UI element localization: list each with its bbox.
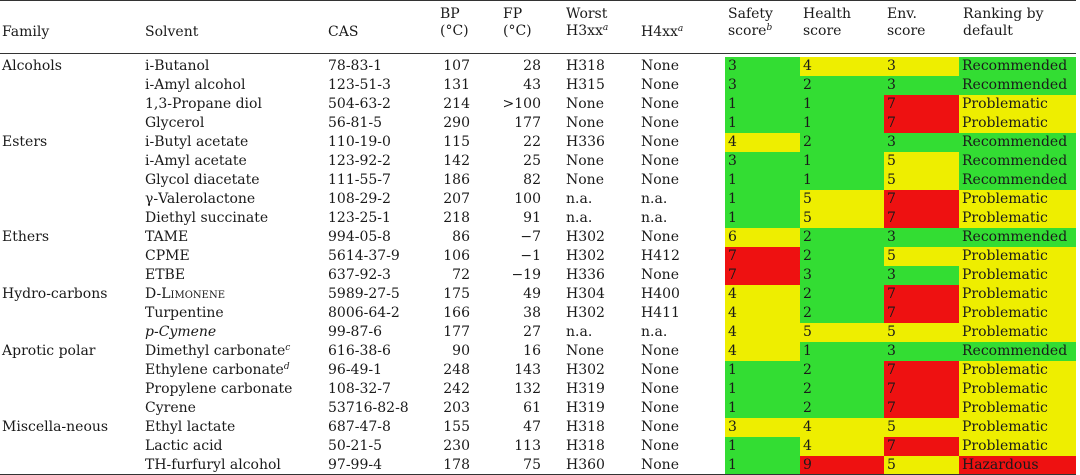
cell-fp: >100 (502, 96, 541, 112)
cell-solvent: Propylene carbonate (145, 381, 293, 397)
cell-solvent: Ethylene carbonate$^d$ (145, 362, 290, 378)
cell-safety-score: 1 (725, 399, 800, 418)
cell-family: Hydro-carbons (2, 286, 108, 302)
cell-cas: 56-81-5 (328, 115, 382, 131)
table-row (0, 399, 1080, 418)
cell-safety-score: 4 (725, 285, 800, 304)
cell-ranking: Problematic (959, 114, 1076, 133)
cell-ranking: Hazardous (959, 456, 1076, 475)
cell-h4xx: n.a. (641, 324, 668, 340)
cell-bp: 90 (452, 343, 470, 359)
cell-cas: 123-92-2 (328, 153, 391, 169)
cell-cas: 50-21-5 (328, 438, 382, 454)
cell-safety-score: 1 (725, 209, 800, 228)
cell-health-score: 2 (800, 247, 884, 266)
cell-h4xx: None (641, 267, 679, 283)
table-row (0, 323, 1080, 342)
cell-bp: 142 (443, 153, 470, 169)
table-row (0, 190, 1080, 209)
cell-health-score: 1 (800, 171, 884, 190)
cell-solvent: ETBE (145, 267, 186, 283)
cell-fp: −19 (511, 267, 541, 283)
table-top-rule (0, 0, 1076, 1)
cell-env-score: 3 (884, 57, 959, 76)
cell-h4xx: None (641, 362, 679, 378)
cell-cas: 616-38-6 (328, 343, 391, 359)
cell-safety-score: 6 (725, 228, 800, 247)
cell-cas: 53716-82-8 (328, 400, 409, 416)
cell-health-score: 2 (800, 228, 884, 247)
cell-safety-score: 1 (725, 361, 800, 380)
cell-solvent: TH-furfuryl alcohol (145, 457, 281, 473)
cell-fp: 43 (523, 77, 541, 93)
cell-h4xx: H411 (641, 305, 680, 321)
cell-fp: 100 (514, 191, 541, 207)
table-row (0, 380, 1080, 399)
cell-health-score: 2 (800, 361, 884, 380)
cell-env-score: 7 (884, 380, 959, 399)
cell-safety-score: 4 (725, 342, 800, 361)
cell-env-score: 7 (884, 209, 959, 228)
cell-worst-h3xx: H319 (566, 381, 605, 397)
table-row (0, 209, 1080, 228)
cell-safety-score: 3 (725, 57, 800, 76)
cell-env-score: 3 (884, 76, 959, 95)
cell-health-score: 2 (800, 285, 884, 304)
header-fp: FP (°C) (503, 6, 532, 39)
cell-safety-score: 1 (725, 95, 800, 114)
cell-worst-h3xx: H302 (566, 362, 605, 378)
table-row (0, 342, 1080, 361)
cell-safety-score: 1 (725, 190, 800, 209)
cell-env-score: 7 (884, 95, 959, 114)
cell-ranking: Problematic (959, 380, 1076, 399)
cell-ranking: Problematic (959, 361, 1076, 380)
cell-fp: 177 (514, 115, 541, 131)
cell-solvent: i-Amyl alcohol (145, 77, 246, 93)
cell-health-score: 2 (800, 76, 884, 95)
cell-h4xx: None (641, 438, 679, 454)
cell-fp: 47 (523, 419, 541, 435)
cell-solvent: D-Limonene (145, 286, 225, 302)
cell-worst-h3xx: H319 (566, 400, 605, 416)
cell-fp: 61 (523, 400, 541, 416)
cell-env-score: 7 (884, 361, 959, 380)
cell-ranking: Problematic (959, 323, 1076, 342)
cell-solvent: Glycerol (145, 115, 205, 131)
cell-bp: 106 (443, 248, 470, 264)
cell-worst-h3xx: H315 (566, 77, 605, 93)
cell-solvent: Diethyl succinate (145, 210, 269, 226)
cell-solvent: TAME (145, 229, 189, 245)
cell-fp: 49 (523, 286, 541, 302)
cell-h4xx: None (641, 381, 679, 397)
cell-safety-score: 1 (725, 437, 800, 456)
cell-h4xx: None (641, 172, 679, 188)
cell-h4xx: None (641, 457, 679, 473)
cell-cas: 110-19-0 (328, 134, 391, 150)
cell-h4xx: None (641, 400, 679, 416)
cell-env-score: 7 (884, 285, 959, 304)
cell-worst-h3xx: H318 (566, 58, 605, 74)
cell-worst-h3xx: H304 (566, 286, 605, 302)
cell-safety-score: 4 (725, 133, 800, 152)
cell-ranking: Problematic (959, 95, 1076, 114)
cell-safety-score: 7 (725, 266, 800, 285)
cell-h4xx: None (641, 343, 679, 359)
cell-bp: 177 (443, 324, 470, 340)
cell-worst-h3xx: None (566, 96, 604, 112)
cell-worst-h3xx: None (566, 153, 604, 169)
table-row (0, 437, 1080, 456)
cell-fp: 38 (523, 305, 541, 321)
cell-h4xx: None (641, 229, 679, 245)
cell-health-score: 5 (800, 323, 884, 342)
cell-cas: 96-49-1 (328, 362, 382, 378)
cell-health-score: 1 (800, 342, 884, 361)
cell-cas: 78-83-1 (328, 58, 382, 74)
cell-env-score: 7 (884, 437, 959, 456)
cell-env-score: 5 (884, 418, 959, 437)
cell-ranking: Recommended (959, 76, 1076, 95)
table-row (0, 266, 1080, 285)
cell-fp: 75 (523, 457, 541, 473)
cell-health-score: 3 (800, 266, 884, 285)
cell-bp: 175 (443, 286, 470, 302)
cell-bp: 218 (443, 210, 470, 226)
cell-ranking: Problematic (959, 304, 1076, 323)
cell-cas: 111-55-7 (328, 172, 391, 188)
cell-health-score: 2 (800, 133, 884, 152)
cell-worst-h3xx: None (566, 343, 604, 359)
cell-solvent: i-Butanol (145, 58, 210, 74)
cell-cas: 108-29-2 (328, 191, 391, 207)
cell-solvent: Glycol diacetate (145, 172, 260, 188)
cell-fp: 132 (514, 381, 541, 397)
table-row (0, 76, 1080, 95)
cell-worst-h3xx: H318 (566, 438, 605, 454)
cell-env-score: 5 (884, 456, 959, 475)
cell-safety-score: 3 (725, 152, 800, 171)
cell-family: Miscella-neous (2, 419, 109, 435)
footnote-marker: c (285, 343, 291, 353)
cell-env-score: 3 (884, 266, 959, 285)
cell-fp: 28 (523, 58, 541, 74)
cell-health-score: 1 (800, 152, 884, 171)
cell-cas: 108-32-7 (328, 381, 391, 397)
cell-ranking: Problematic (959, 437, 1076, 456)
cell-h4xx: n.a. (641, 210, 668, 226)
cell-safety-score: 4 (725, 323, 800, 342)
cell-health-score: 9 (800, 456, 884, 475)
cell-safety-score: 1 (725, 114, 800, 133)
cell-h4xx: H400 (641, 286, 680, 302)
cell-fp: 113 (514, 438, 541, 454)
cell-cas: 5989-27-5 (328, 286, 400, 302)
table-row (0, 133, 1080, 152)
cell-env-score: 5 (884, 323, 959, 342)
cell-h4xx: None (641, 115, 679, 131)
cell-health-score: 1 (800, 114, 884, 133)
cell-bp: 214 (443, 96, 470, 112)
table-row (0, 152, 1080, 171)
cell-h4xx: None (641, 134, 679, 150)
table-row (0, 285, 1080, 304)
cell-health-score: 4 (800, 437, 884, 456)
cell-safety-score: 1 (725, 171, 800, 190)
cell-fp: −1 (520, 248, 541, 264)
cell-cas: 994-05-8 (328, 229, 391, 245)
cell-worst-h3xx: None (566, 115, 604, 131)
cell-fp: −7 (520, 229, 541, 245)
cell-solvent: CPME (145, 248, 190, 264)
cell-cas: 97-99-4 (328, 457, 382, 473)
cell-bp: 86 (452, 229, 470, 245)
cell-safety-score: 1 (725, 380, 800, 399)
cell-env-score: 7 (884, 190, 959, 209)
cell-env-score: 5 (884, 152, 959, 171)
cell-health-score: 2 (800, 380, 884, 399)
cell-solvent: Lactic acid (145, 438, 223, 454)
cell-cas: 5614-37-9 (328, 248, 400, 264)
cell-bp: 166 (443, 305, 470, 321)
cell-bp: 290 (443, 115, 470, 131)
cell-ranking: Problematic (959, 285, 1076, 304)
cell-cas: 123-51-3 (328, 77, 391, 93)
cell-fp: 143 (514, 362, 541, 378)
table-row (0, 304, 1080, 323)
cell-worst-h3xx: H302 (566, 248, 605, 264)
cell-worst-h3xx: n.a. (566, 191, 593, 207)
cell-fp: 27 (523, 324, 541, 340)
cell-ranking: Problematic (959, 209, 1076, 228)
cell-bp: 178 (443, 457, 470, 473)
cell-solvent: Cyrene (145, 400, 196, 416)
header-ranking: Ranking by default (963, 6, 1044, 39)
header-family: Family (2, 24, 50, 40)
cell-health-score: 5 (800, 209, 884, 228)
cell-bp: 186 (443, 172, 470, 188)
cell-cas: 504-63-2 (328, 96, 391, 112)
cell-ranking: Recommended (959, 57, 1076, 76)
cell-safety-score: 7 (725, 247, 800, 266)
header-safety-score: Safety score$^b$ (728, 6, 773, 39)
cell-solvent: i-Amyl acetate (145, 153, 247, 169)
cell-health-score: 2 (800, 399, 884, 418)
cell-family: Esters (2, 134, 48, 150)
header-solvent: Solvent (145, 24, 199, 40)
cell-worst-h3xx: H302 (566, 305, 605, 321)
cell-cas: 637-92-3 (328, 267, 391, 283)
table-row (0, 57, 1080, 76)
cell-cas: 8006-64-2 (328, 305, 400, 321)
cell-ranking: Problematic (959, 399, 1076, 418)
cell-worst-h3xx: n.a. (566, 324, 593, 340)
cell-cas: 123-25-1 (328, 210, 391, 226)
cell-bp: 107 (443, 58, 470, 74)
cell-safety-score: 1 (725, 456, 800, 475)
cell-ranking: Recommended (959, 228, 1076, 247)
table-row (0, 171, 1080, 190)
cell-solvent: Dimethyl carbonate$^c$ (145, 343, 291, 359)
cell-ranking: Problematic (959, 418, 1076, 437)
cell-bp: 242 (443, 381, 470, 397)
cell-h4xx: None (641, 77, 679, 93)
cell-bp: 248 (443, 362, 470, 378)
cell-env-score: 3 (884, 342, 959, 361)
cell-family: Alcohols (2, 58, 62, 74)
cell-env-score: 7 (884, 399, 959, 418)
header-bp: BP (°C) (440, 6, 469, 39)
cell-ranking: Problematic (959, 247, 1076, 266)
cell-cas: 99-87-6 (328, 324, 382, 340)
cell-worst-h3xx: H302 (566, 229, 605, 245)
cell-bp: 115 (443, 134, 470, 150)
cell-family: Aprotic polar (2, 343, 96, 359)
cell-health-score: 2 (800, 304, 884, 323)
cell-env-score: 7 (884, 114, 959, 133)
cell-ranking: Recommended (959, 133, 1076, 152)
cell-ranking: Recommended (959, 171, 1076, 190)
cell-cas: 687-47-8 (328, 419, 391, 435)
cell-h4xx: None (641, 153, 679, 169)
cell-bp: 207 (443, 191, 470, 207)
cell-worst-h3xx: H336 (566, 267, 605, 283)
cell-bp: 155 (443, 419, 470, 435)
cell-solvent: γ-Valerolactone (145, 191, 256, 207)
cell-bp: 230 (443, 438, 470, 454)
cell-solvent: 1,3-Propane diol (145, 96, 262, 112)
cell-env-score: 7 (884, 304, 959, 323)
cell-worst-h3xx: n.a. (566, 210, 593, 226)
cell-bp: 131 (443, 77, 470, 93)
cell-solvent: Ethyl lactate (145, 419, 236, 435)
cell-fp: 22 (523, 134, 541, 150)
cell-family: Ethers (2, 229, 50, 245)
footnote-marker: d (283, 362, 290, 372)
cell-health-score: 1 (800, 95, 884, 114)
header-health-score: Health score (803, 6, 851, 39)
cell-worst-h3xx: H336 (566, 134, 605, 150)
cell-safety-score: 3 (725, 418, 800, 437)
cell-env-score: 5 (884, 171, 959, 190)
cell-solvent: Turpentine (145, 305, 224, 321)
cell-h4xx: None (641, 58, 679, 74)
table-row (0, 361, 1080, 380)
cell-h4xx: H412 (641, 248, 680, 264)
header-cas: CAS (328, 24, 359, 40)
cell-ranking: Recommended (959, 342, 1076, 361)
table-row (0, 95, 1080, 114)
cell-safety-score: 4 (725, 304, 800, 323)
cell-worst-h3xx: H318 (566, 419, 605, 435)
cell-bp: 203 (443, 400, 470, 416)
cell-env-score: 3 (884, 228, 959, 247)
header-h4xx: $H4xx^a$ (641, 24, 684, 40)
cell-fp: 82 (523, 172, 541, 188)
header-bottom-rule (0, 53, 1076, 54)
cell-env-score: 3 (884, 133, 959, 152)
cell-worst-h3xx: H360 (566, 457, 605, 473)
cell-ranking: Problematic (959, 266, 1076, 285)
cell-ranking: Problematic (959, 190, 1076, 209)
cell-h4xx: None (641, 419, 679, 435)
cell-solvent: p-Cymene (145, 324, 217, 340)
cell-solvent: i-Butyl acetate (145, 134, 249, 150)
header-env-score: Env. score (887, 6, 926, 39)
table-row (0, 247, 1080, 266)
cell-fp: 16 (523, 343, 541, 359)
table-row (0, 114, 1080, 133)
cell-health-score: 4 (800, 418, 884, 437)
cell-ranking: Recommended (959, 152, 1076, 171)
table-row (0, 418, 1080, 437)
cell-bp: 72 (452, 267, 470, 283)
header-worst-h3xx: Worst $H3xx^a$ (566, 6, 609, 39)
cell-health-score: 4 (800, 57, 884, 76)
table-row (0, 456, 1080, 475)
cell-env-score: 5 (884, 247, 959, 266)
cell-h4xx: None (641, 96, 679, 112)
cell-fp: 91 (523, 210, 541, 226)
table-row (0, 228, 1080, 247)
cell-health-score: 5 (800, 190, 884, 209)
cell-worst-h3xx: None (566, 172, 604, 188)
cell-safety-score: 3 (725, 76, 800, 95)
cell-fp: 25 (523, 153, 541, 169)
cell-h4xx: n.a. (641, 191, 668, 207)
